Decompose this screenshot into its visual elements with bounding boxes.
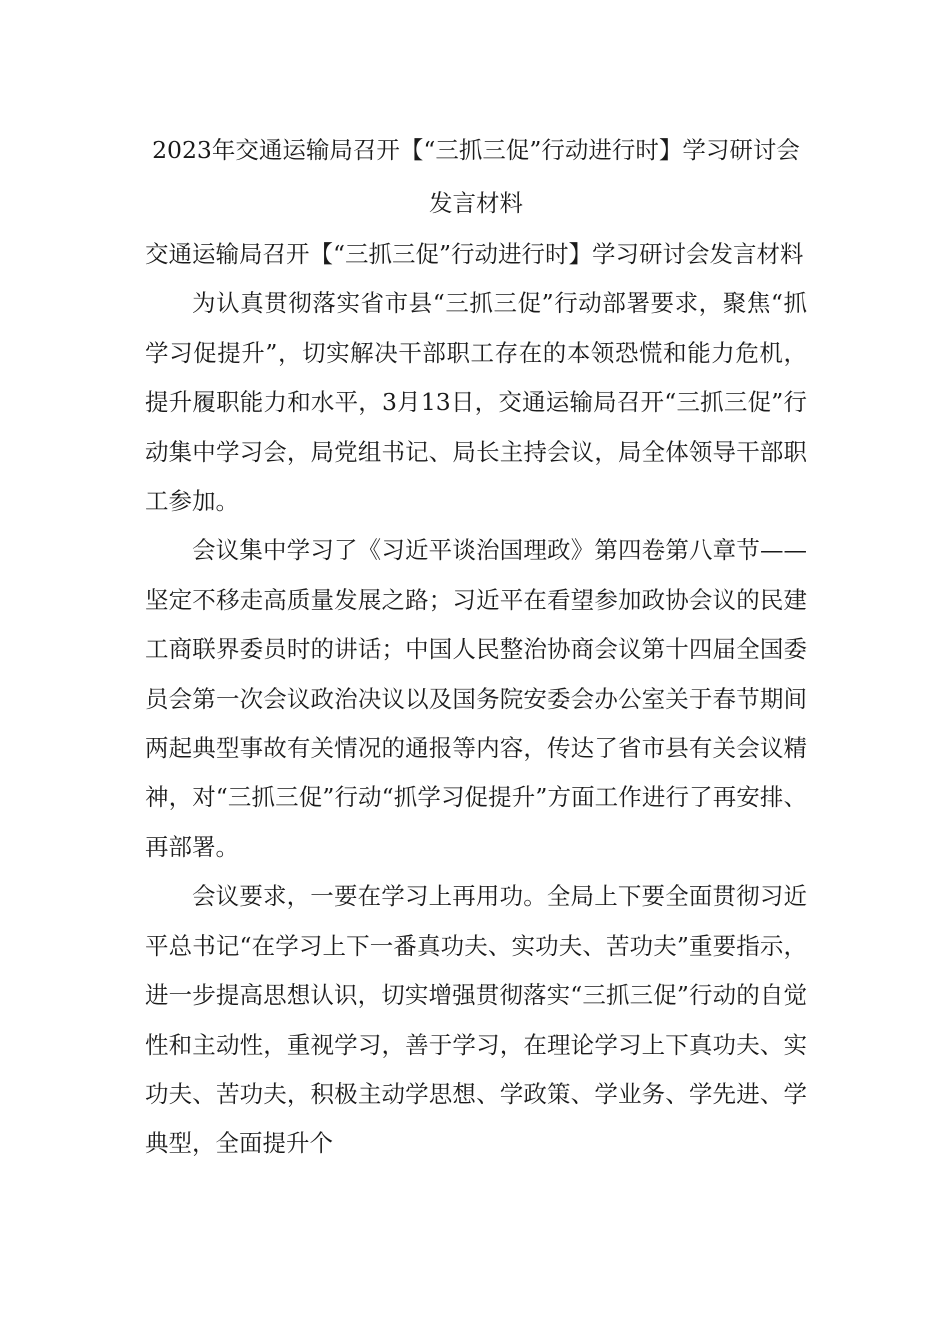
paragraph-3: 会议要求，一要在学习上再用功。全局上下要全面贯彻习近平总书记“在学习上下一番真功夫、实功夫、苦功夫”重要指示，进一步提高思想认识，切实增强贯彻落实“三抓三促”行动的自觉性和主动性，重视学习，善于学习，在理论学习上下真功夫、实功夫、苦功夫，积极主动学思想、学政策、学业务、学先进、学典型，全面提升个 [145, 882, 807, 1158]
paragraph-2: 会议集中学习了《习近平谈治国理政》第四卷第八章节——坚定不移走高质量发展之路；习近平在看望参加政协会议的民建工商联界委员时的讲话；中国人民整治协商会议第十四届全国委员会第一次会议政治决议以及国务院安委会办公室关于春节期间两起典型事故有关情况的通报等内容，传达了省市县有关会议精神，对“三抓三促”行动“抓学习促提升”方面工作进行了再安排、再部署。 [145, 536, 807, 861]
document-body [145, 124, 807, 1169]
document-title: 2023年交通运输局召开【“三抓三促”行动进行时】学习研讨会发言材料 [152, 136, 800, 217]
paragraph-1: 为认真贯彻落实省市县“三抓三促”行动部署要求，聚焦“抓学习促提升”，切实解决干部职工存在的本领恐慌和能力危机，提升履职能力和水平，3月13日，交通运输局召开“三抓三促”行动集中学习会，局党组书记、局长主持会议，局全体领导干部职工参加。 [145, 289, 807, 516]
document-subtitle: 交通运输局召开【“三抓三促”行动进行时】学习研讨会发言材料 [145, 240, 804, 268]
